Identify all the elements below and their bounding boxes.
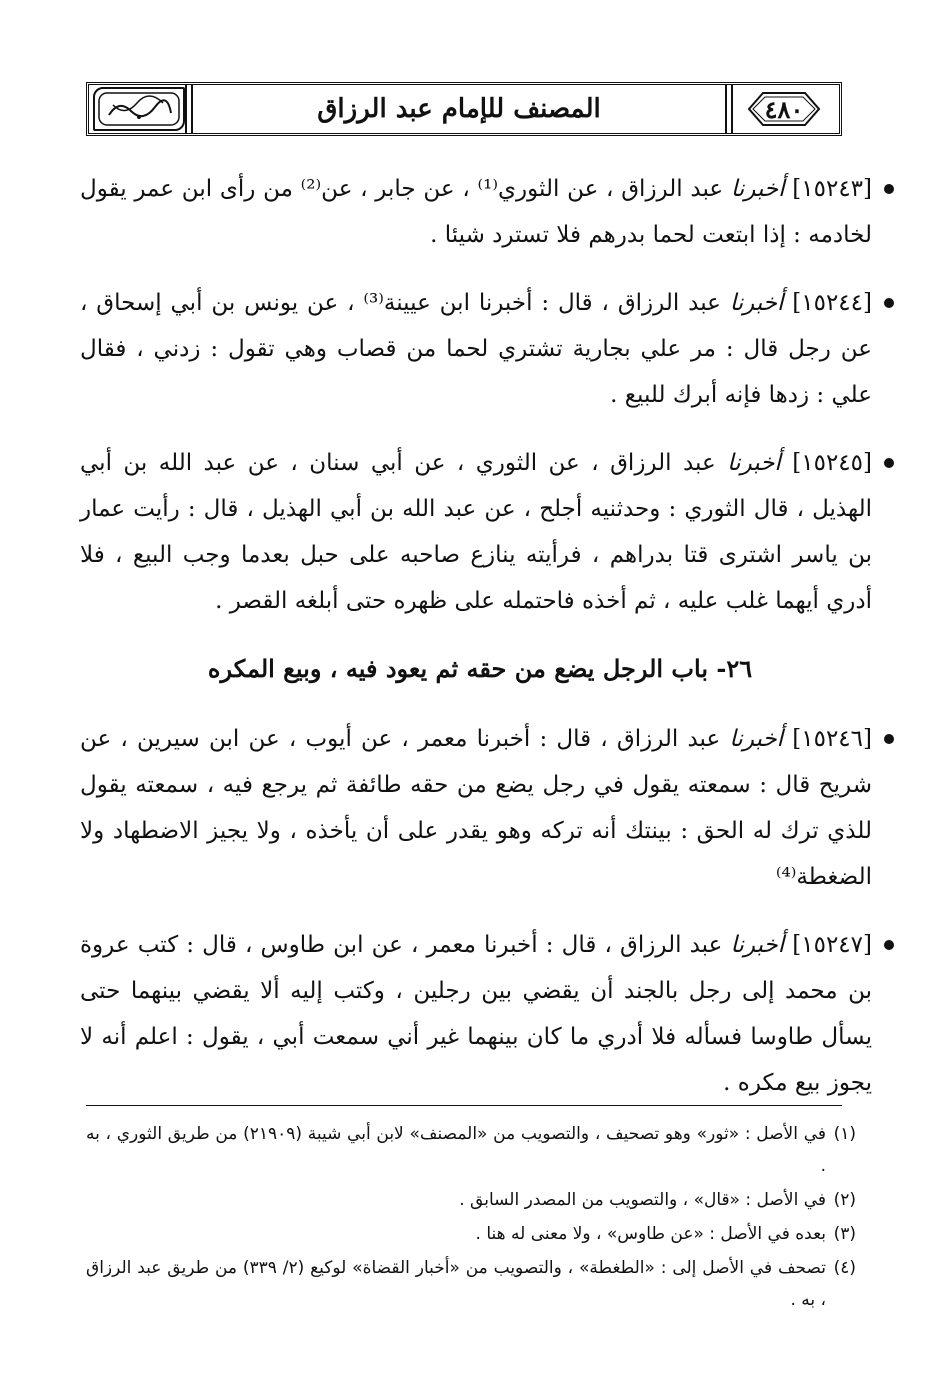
hadith-entry — [80, 440, 880, 624]
book-title: المصنف للإمام عبد الرزاق — [317, 94, 601, 124]
chapter-heading: ٢٦- باب الرجل يضع من حقه ثم يعود فيه ، وبيع المكره — [207, 654, 753, 683]
footnote-number: (١) — [833, 1124, 856, 1144]
bullet-icon — [884, 940, 894, 950]
header-divider-left — [185, 85, 193, 133]
footnote — [86, 1118, 856, 1182]
hadith-text: عبد الرزاق ، قال : أخبرنا معمر ، عن أيوب ، عن ابن سيرين ، عن شريح قال : سمعته يقول في رجل يضع من حقه طائفة ثم يرجع فيه ، سمعته يقول للذي ترك له الحق : بينتك أنه تركه وهو يقدر على أن يأخذه ، ولا يجيز الاضطهاد ولا الضغطة⁽⁴⁾ — [80, 726, 872, 890]
header-divider-right — [725, 85, 733, 133]
hadith-opener: أخبرنا — [730, 932, 785, 958]
page-number-box — [733, 87, 835, 131]
hadith-number: [١٥٢٤٧] — [792, 932, 872, 958]
hadith-text: عبد الرزاق ، عن الثوري⁽¹⁾ ، عن جابر ، عن⁽²⁾ من رأى ابن عمر يقول لخادمه : إذا ابتعت لحما بدرهم فلا تسترد شيئا . — [80, 176, 872, 248]
page-number: ٤٨٠ — [764, 94, 804, 124]
bullet-icon — [884, 734, 894, 744]
hadith-entry — [80, 280, 880, 418]
hadith-entry — [80, 166, 880, 258]
hadith-opener: أخبرنا — [727, 450, 781, 476]
footnote-text: تصحف في الأصل إلى : «الطغطة» ، والتصويب من «أخبار القضاة» لوكيع (٢/ ٣٣٩) من طريق عبد الرزاق ، به . — [86, 1258, 826, 1310]
hadith-entry — [80, 716, 880, 900]
footnote — [86, 1184, 856, 1216]
hadith-number: [١٥٢٤٦] — [792, 726, 872, 752]
book-seal-logo — [93, 87, 185, 131]
page-header — [86, 82, 842, 136]
footnote-number: (٣) — [833, 1224, 856, 1244]
hadith-number: [١٥٢٤٤] — [792, 290, 873, 316]
footnote-text: بعده في الأصل : «عن طاوس» ، ولا معنى له هنا . — [475, 1224, 826, 1244]
footnote — [86, 1218, 856, 1250]
hadith-number: [١٥٢٤٣] — [792, 176, 873, 202]
bullet-icon — [884, 298, 894, 308]
footnote-number: (٢) — [833, 1190, 856, 1210]
footnote-number: (٤) — [833, 1258, 856, 1278]
main-text — [80, 166, 880, 1128]
hadith-entry — [80, 922, 880, 1106]
footnote-text: في الأصل : «ثور» وهو تصحيف ، والتصويب من «المصنف» لابن أبي شيبة (٢١٩٠٩) من طريق الثوري ، به . — [86, 1124, 826, 1176]
hadith-opener: أخبرنا — [729, 726, 784, 752]
seal-ornament — [97, 91, 181, 127]
bullet-icon — [884, 184, 894, 194]
hadith-opener: أخبرنا — [729, 290, 784, 316]
bullet-icon — [884, 458, 894, 468]
hadith-text: عبد الرزاق ، قال : أخبرنا معمر ، عن ابن طاوس ، قال : كتب عروة بن محمد إلى رجل بالجند أن يقضي بين رجلين ، وكتب إليه ألا يقضي بينهما حتى يسأل طاوسا فسأله فلا أدري ما كان بينهما غير أني سمعت أبي ، يقول : اعلم أنه لا يجوز بيع مكره . — [80, 932, 872, 1096]
hadith-opener: أخبرنا — [730, 176, 785, 202]
header-title-area — [193, 94, 725, 124]
footnote-text: في الأصل : «قال» ، والتصويب من المصدر السابق . — [459, 1190, 826, 1210]
hadith-text: عبد الرزاق ، قال : أخبرنا ابن عيينة⁽³⁾ ، عن يونس بن أبي إسحاق ، عن رجل قال : مر علي بجارية تشتري لحما من قصاب وهي تقول : زدني ، فقال علي : زدها فإنه أبرك للبيع . — [80, 290, 872, 408]
footnotes — [86, 1118, 856, 1318]
footnote — [86, 1252, 856, 1316]
hadith-text: عبد الرزاق ، عن الثوري ، عن أبي سنان ، عن عبد الله بن أبي الهذيل ، قال الثوري : وحدثنيه أجلح ، عن عبد الله بن أبي الهذيل ، قال : رأيت عمار بن ياسر اشترى قتا بدراهم ، فرأيته ينازع صاحبه على حبل بعدما وجب البيع ، فلا أدري أيهما غلب عليه ، ثم أخذه فاحتمله على ظهره حتى أبلغه القصر . — [80, 450, 872, 614]
hadith-number: [١٥٢٤٥] — [792, 450, 873, 476]
footnote-separator — [86, 1105, 842, 1106]
